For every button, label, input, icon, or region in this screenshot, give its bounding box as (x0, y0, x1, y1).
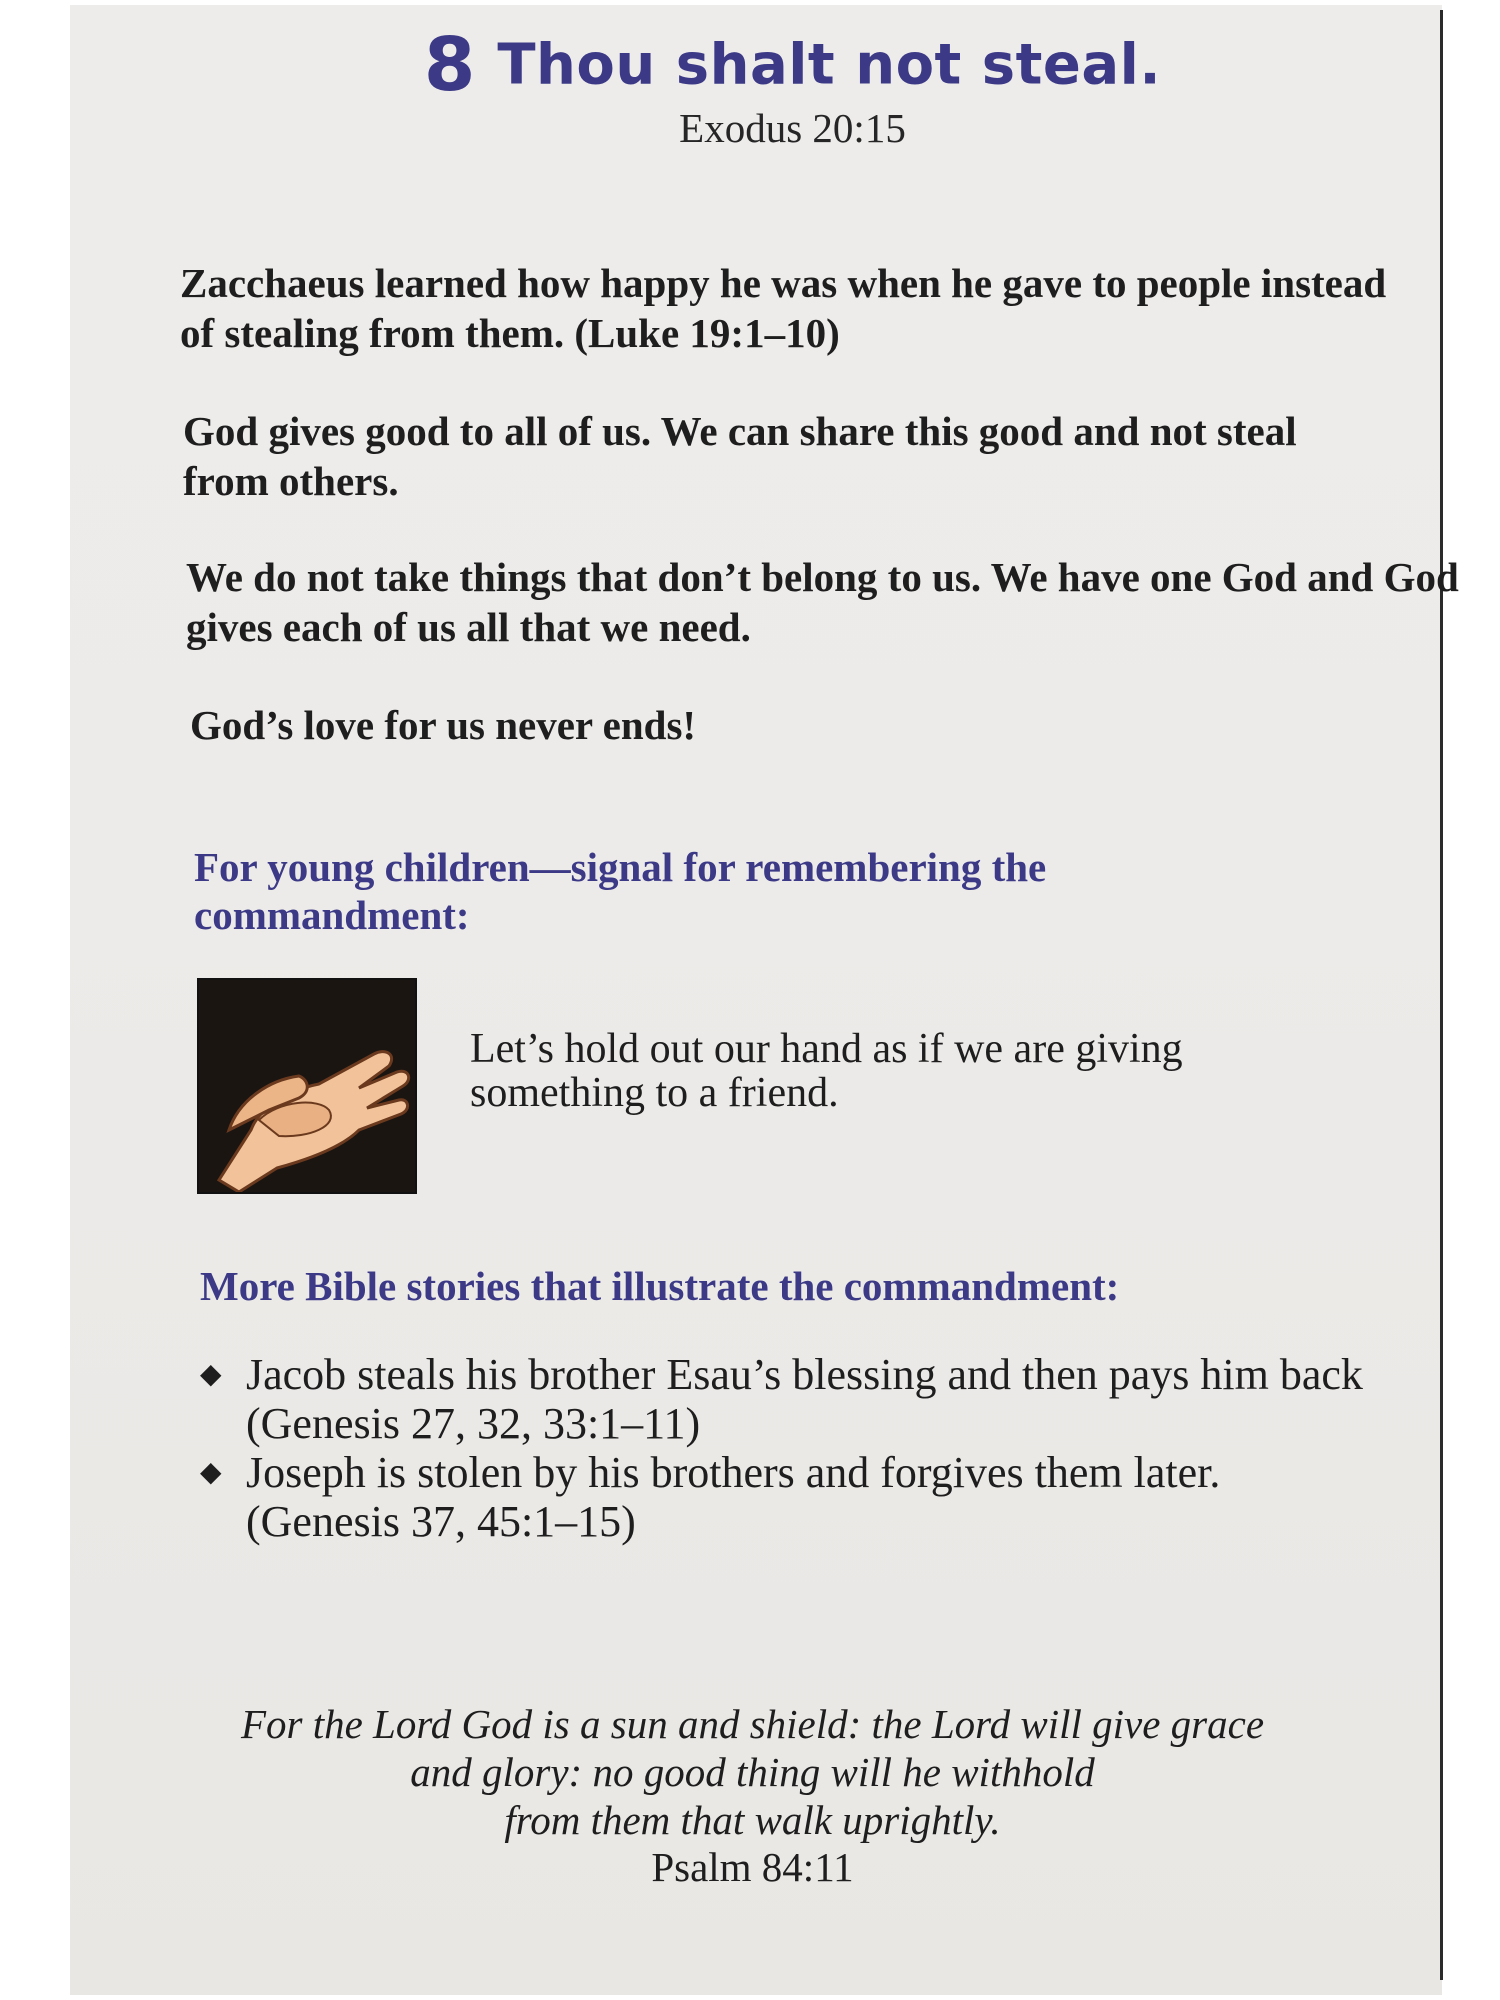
diamond-bullet-icon: ◆ (200, 1359, 222, 1390)
closing-quote (160, 1700, 1345, 1844)
quote-reference: Psalm 84:11 (651, 1844, 854, 1890)
paragraph-one-god: We do not take things that don’t belong to us. We have one God and God gives each of us all that we need. (186, 554, 1459, 650)
stories-list (200, 1350, 1460, 1546)
quote-line: For the Lord God is a sun and shield: the Lord will give grace (240, 1701, 1265, 1747)
signal-instruction: Let’s hold out our hand as if we are giving something to a friend. (470, 1026, 1183, 1116)
list-item (200, 1448, 1460, 1546)
scripture-reference: Exodus 20:15 (679, 105, 906, 151)
paragraph-zacchaeus: Zacchaeus learned how happy he was when he gave to people instead of stealing from them. (Luke 19:1–10) (180, 260, 1387, 356)
story-text: Joseph is stolen by his brothers and forgives them later. (246, 1448, 1221, 1497)
commandment-number: 8 (423, 22, 476, 108)
story-text: Jacob steals his brother Esau’s blessing and then pays him back (246, 1350, 1363, 1399)
commandment-title: Thou shalt not steal. (497, 32, 1162, 98)
stories-heading: More Bible stories that illustrate the commandment: (200, 1263, 1120, 1309)
story-reference: (Genesis 37, 45:1–15) (246, 1497, 636, 1546)
open-hand-giving-icon (197, 978, 417, 1194)
story-reference: (Genesis 27, 32, 33:1–11) (246, 1399, 701, 1448)
paragraph-love: God’s love for us never ends! (190, 702, 697, 748)
list-item (200, 1350, 1460, 1448)
page-title (0, 22, 1500, 108)
page-edge-shadow (1440, 10, 1443, 1980)
diamond-bullet-icon: ◆ (200, 1457, 222, 1488)
signal-heading: For young children—signal for remembering the commandment: (194, 844, 1047, 938)
quote-line: and glory: no good thing will he withhold (410, 1749, 1095, 1795)
quote-line: from them that walk uprightly. (504, 1797, 1001, 1843)
paragraph-god-gives: God gives good to all of us. We can share this good and not steal from others. (183, 408, 1297, 504)
